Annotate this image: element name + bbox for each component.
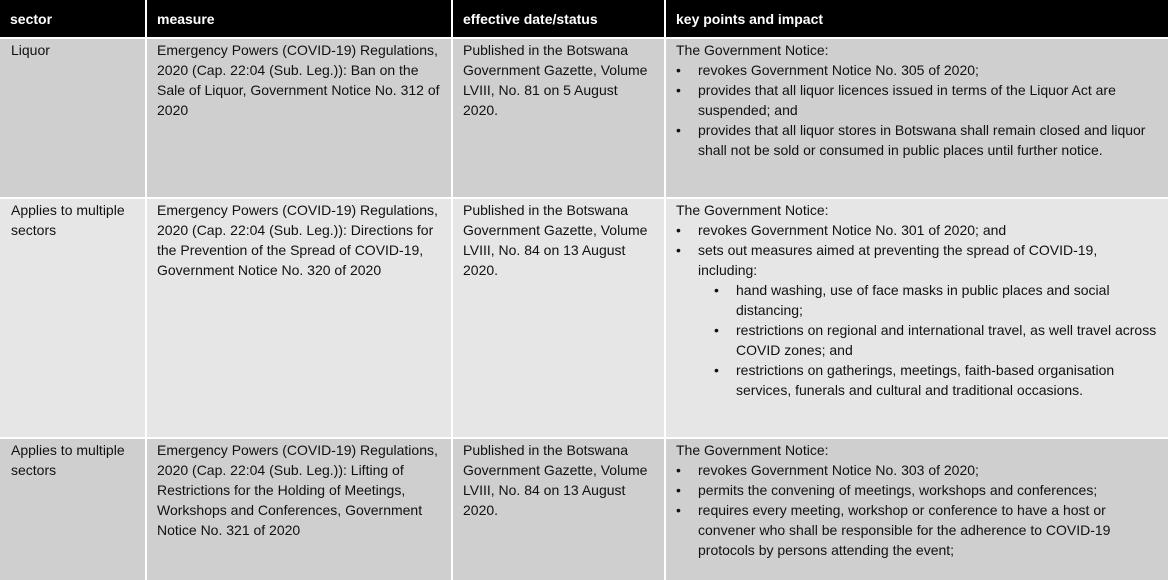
- measure-cell: Emergency Powers (COVID-19) Regulations, 2020 (Cap. 22:04 (Sub. Leg.)): Lifting of Restrictions for the Holding of Meetings, Workshops and Conferences, Government Notice No. 321 of 2020: [146, 438, 452, 580]
- key-points-intro: The Government Notice:: [676, 202, 829, 218]
- key-point: • provides that all liquor licences issued in terms of the Liquor Act are suspended; and: [676, 80, 1158, 120]
- status-cell: Published in the Botswana Government Gazette, Volume LVIII, No. 84 on 13 August 2020.: [452, 198, 665, 438]
- key-point: • requires every meeting, workshop or conference to have a host or convener who shall be responsible for the adherence to COVID-19 protocols by persons attending the event;: [676, 500, 1158, 560]
- measure-cell: Emergency Powers (COVID-19) Regulations, 2020 (Cap. 22:04 (Sub. Leg.)): Ban on the Sale of Liquor, Government Notice No. 312 of 2020: [146, 38, 452, 198]
- key-point-text: sets out measures aimed at preventing the spread of COVID-19, including:: [698, 242, 1098, 278]
- sector-cell: Liquor: [0, 38, 146, 198]
- key-points-list: [676, 60, 1158, 160]
- key-points-list: [676, 220, 1158, 280]
- sector-cell: Applies to multiple sectors: [0, 438, 146, 580]
- table-row: [0, 198, 1168, 438]
- key-points-intro: The Government Notice:: [676, 442, 829, 458]
- table-row: [0, 38, 1168, 198]
- sub-point: • restrictions on regional and international travel, as well travel across COVID zones; and: [714, 320, 1158, 360]
- sub-point: • hand washing, use of face masks in public places and social distancing;: [714, 280, 1158, 320]
- table-row: [0, 438, 1168, 580]
- sector-cell: Applies to multiple sectors: [0, 198, 146, 438]
- header-row: [0, 0, 1168, 38]
- key-point: • revokes Government Notice No. 303 of 2020;: [676, 460, 1158, 480]
- header-sector: sector: [0, 0, 146, 38]
- header-measure: measure: [146, 0, 452, 38]
- key-points-intro: The Government Notice:: [676, 42, 829, 58]
- header-key-points: key points and impact: [665, 0, 1168, 38]
- sub-point: • restrictions on gatherings, meetings, faith-based organisation services, funerals and cultural and traditional occasions.: [714, 360, 1158, 400]
- key-point: • permits the convening of meetings, workshops and conferences;: [676, 480, 1158, 500]
- key-point: • revokes Government Notice No. 305 of 2020;: [676, 60, 1158, 80]
- key-points-cell: [665, 438, 1168, 580]
- key-points-list: [676, 460, 1158, 560]
- measure-cell: Emergency Powers (COVID-19) Regulations, 2020 (Cap. 22:04 (Sub. Leg.)): Directions for the Prevention of the Spread of COVID-19, Government Notice No. 320 of 2020: [146, 198, 452, 438]
- key-points-cell: [665, 198, 1168, 438]
- key-points-cell: [665, 38, 1168, 198]
- key-point: • provides that all liquor stores in Botswana shall remain closed and liquor shall not be sold or consumed in public places until further notice.: [676, 120, 1158, 160]
- key-point: [676, 240, 1158, 280]
- sub-points-list: [676, 280, 1158, 400]
- key-point: • revokes Government Notice No. 301 of 2020; and: [676, 220, 1158, 240]
- status-cell: Published in the Botswana Government Gazette, Volume LVIII, No. 84 on 13 August 2020.: [452, 438, 665, 580]
- status-cell: Published in the Botswana Government Gazette, Volume LVIII, No. 81 on 5 August 2020.: [452, 38, 665, 198]
- header-status: effective date/status: [452, 0, 665, 38]
